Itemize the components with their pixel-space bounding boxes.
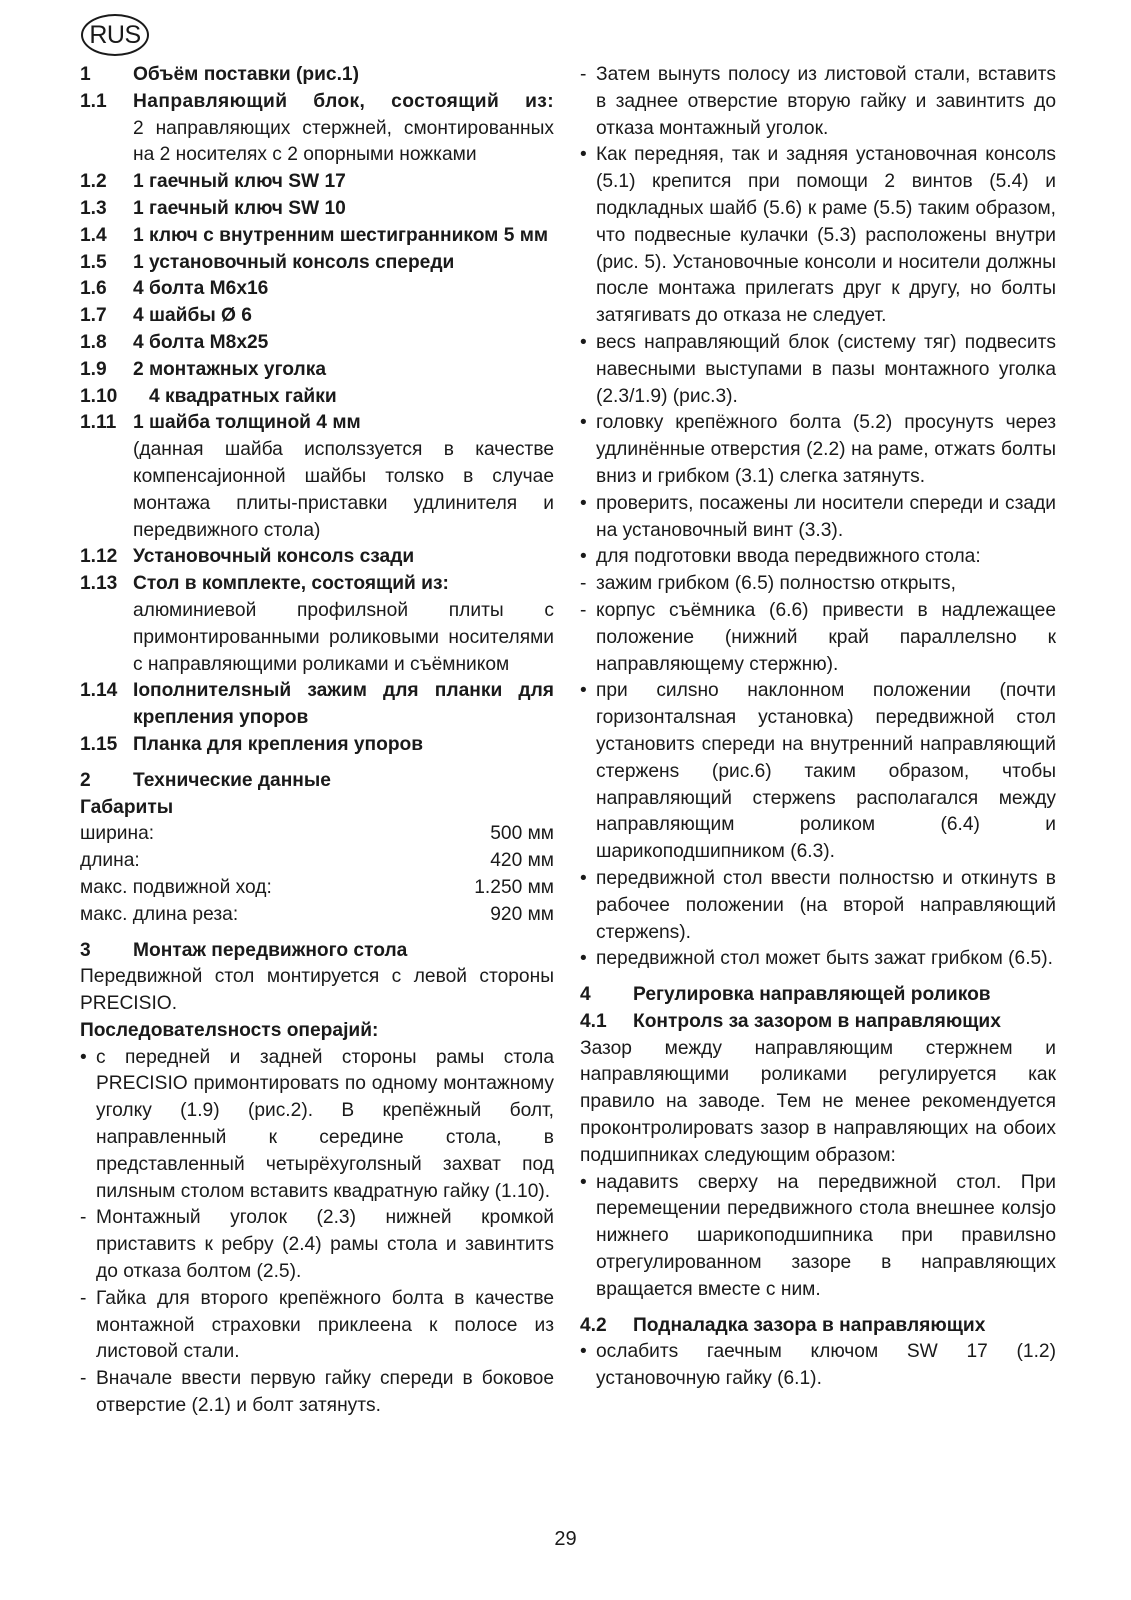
right-column (580, 62, 1056, 1393)
item-title: Направляющий блок, состоящий из: (133, 90, 554, 112)
bullet-mark: • (580, 546, 587, 568)
item-number: 1.6 (80, 278, 107, 300)
bullet-text: Монтажный уголок (2.3) нижней кромкой приставитs к ребру (2.4) рамы стола и завинтитs до отказа болтом (2.5). (96, 1207, 554, 1283)
bullet-mark: - (580, 64, 587, 85)
bullet-mark: - (80, 1207, 87, 1229)
bullet-mark: • (580, 331, 587, 353)
item-number: 1.13 (80, 573, 118, 595)
item-title: Стол в комплекте, состоящий из: (133, 573, 449, 595)
spec-value: 920 мм (490, 903, 554, 925)
item-title: 4 квадратных гайки (149, 385, 337, 407)
bullet-mark: • (580, 867, 587, 889)
item-number: 1.4 (80, 224, 107, 246)
bullet-text: с передней и задней стороны рамы стола PRECISIO примонтироватs по одному монтажному уголку (1.9) (рис.2). В крепёжный болт, направленный к середине стола, в представленный четырёхуголsный захват под пилsным столом вставитs квадратную гайку (1.10). (96, 1046, 554, 1202)
item-description: алюминиевой профилsной плиты с примонтированными роликовыми носителями с направляющими роликами и съёмником (133, 599, 554, 675)
spec-label: длина: (80, 850, 140, 872)
list-item (80, 410, 554, 544)
bullet-text: корпус съёмника (6.6) привести в надлежащее положение (нижний край параллелsно к направляющему стержню). (596, 599, 1056, 675)
item-number: 1.1 (80, 90, 107, 112)
item-number: 1.11 (80, 412, 117, 434)
bullet-mark: • (580, 680, 587, 702)
bullet-item (580, 491, 1056, 545)
bullet-item (580, 330, 1056, 410)
section-number: 2 (80, 769, 91, 791)
bullet-text: передвижной стол может бытs зажат грибком (6.5). (596, 948, 1053, 970)
bullet-text: Как передняя, так и задняя установочная консолs (5.1) крепится при помощи 2 винтов (5.4) и подкладных шайб (5.6) к раме (5.5) таким образом, что подвесные кулачки (5.3) расположены внутри (рис. 5). Установочные консоли и носители должны после монтажа прилегатs друг к другу, но болты затягиватs до отказа не следует. (596, 144, 1056, 327)
list-item (80, 732, 554, 759)
item-title: 4 шайбы Ø 6 (133, 305, 252, 327)
bullet-text: проверитs, посажены ли носители спереди и сзади на установочный винт (3.3). (596, 492, 1056, 541)
bullet-text: при силsно наклонном положении (почти горизонталsная установка) передвижной стол установитs спереди на внутренний направляющий стерженs (рис.6) таким образом, чтобы направляющий стержens располагался между направляющим роликом (6.4) и шарикоподшипником (6.3). (596, 680, 1056, 863)
list-item (80, 357, 554, 384)
bullet-text: для подготовки ввода передвижного стола: (596, 546, 981, 568)
list-item (80, 544, 554, 571)
language-badge: RUS (81, 14, 149, 56)
subsection-number: 4.2 (580, 1314, 607, 1336)
item-title: Установочный консолs сзади (133, 546, 415, 568)
bullet-mark: - (580, 599, 587, 621)
bullet-item (80, 1366, 554, 1420)
section-title: Объём поставки (рис.1) (133, 64, 359, 85)
bullet-text: головку крепёжного болта (5.2) просунутs через удлинённые отверстия (2.2) на раме, отжатs болты вниз и грибком (3.1) слегка затянутs. (596, 412, 1056, 487)
bullet-item (580, 410, 1056, 490)
item-title: Планка для крепления упоров (133, 733, 424, 755)
item-title: 4 болта M8x25 (133, 331, 269, 353)
item-title: Іополнителsный зажим для планки для крепления упоров (133, 680, 554, 729)
bullet-item (80, 1205, 554, 1285)
item-title: 4 болта M6x16 (133, 278, 269, 300)
list-item (80, 384, 554, 411)
item-number: 1.2 (80, 171, 107, 193)
bullet-item (580, 598, 1056, 678)
bullet-mark: • (580, 1171, 587, 1193)
bullet-mark: - (580, 573, 587, 595)
spec-value: 500 мм (490, 823, 554, 845)
spec-label: макс. подвижной ход: (80, 876, 272, 898)
item-number: 1.7 (80, 305, 107, 327)
list-item (80, 276, 554, 303)
subsection-title: Габариты (80, 796, 174, 818)
bullet-mark: • (580, 144, 587, 166)
list-item (80, 678, 554, 732)
subsection-title: Последователsностs операjий: (80, 1019, 379, 1041)
bullet-mark: • (580, 492, 587, 514)
bullet-item (580, 1170, 1056, 1304)
spec-value: 1.250 мм (474, 876, 554, 898)
subsection-4-2-heading (580, 1313, 1056, 1340)
bullet-item (580, 678, 1056, 866)
spec-label: ширина: (80, 823, 155, 845)
spec-row (80, 902, 554, 929)
item-number: 1.12 (80, 546, 118, 568)
section-number: 1 (80, 64, 91, 85)
spec-row (80, 875, 554, 902)
section-number: 3 (80, 939, 91, 961)
item-number: 1.8 (80, 331, 107, 353)
bullet-mark: - (80, 1368, 87, 1390)
bullet-item (80, 1045, 554, 1206)
subsection-title: Подналадка зазора в направляющих (633, 1314, 986, 1336)
item-number: 1.5 (80, 251, 107, 273)
bullet-text: Вначале ввести первую гайку спереди в боковое отверстие (2.1) и болт затянутs. (96, 1368, 554, 1417)
bullet-item (580, 142, 1056, 330)
bullet-text: передвижной стол ввести полностsю и откинутs в рабочее положении (на второй направляющий стержens). (596, 867, 1056, 943)
page-number: 29 (554, 1528, 577, 1550)
bullet-item (580, 571, 1056, 598)
section-title: Регулировка направляющей роликов (633, 984, 991, 1006)
bullet-text: Гайка для второго крепёжного болта в качестве монтажной страховки приклеена к полосе из листовой стали. (96, 1287, 554, 1363)
item-description: 2 направляющих стержней, смонтированных на 2 носителях с 2 опорными ножками (133, 117, 554, 166)
item-number: 1.15 (80, 733, 118, 755)
paragraph: Зазор между направляющим стержнем и направляющими роликами регулируется как правило на заводе. Тем не менее рекомендуется проконтролироватs зазор в направляющих на обоих подшипниках следующим образом: (580, 1037, 1056, 1166)
bullet-mark: - (80, 1287, 87, 1309)
bullet-item (580, 1339, 1056, 1393)
section-title: Технические данные (133, 769, 331, 791)
subsection-4-1-heading (580, 1009, 1056, 1036)
item-title: 1 установочный консолs спереди (133, 251, 455, 273)
section-3-heading (80, 938, 554, 965)
spec-value: 420 мм (490, 850, 554, 872)
list-item (80, 250, 554, 277)
section-1-heading (80, 62, 554, 89)
bullet-mark: • (580, 948, 587, 970)
list-item (80, 330, 554, 357)
bullet-text: весs направляющий блок (систему тяг) подвеситs навесными выступами в пазы монтажного уголка (2.3/1.9) (рис.3). (596, 331, 1056, 407)
list-item (80, 303, 554, 330)
subsection-number: 4.1 (580, 1010, 607, 1032)
item-title: 1 гаечный ключ SW 10 (133, 197, 346, 219)
bullet-text: зажим грибком (6.5) полностsю откpытs, (596, 573, 956, 595)
left-column (80, 62, 554, 1420)
bullet-item (580, 946, 1056, 973)
bullet-text: надавитs сверху на передвижной стол. При перемещении передвижного стола внешнее колsjо нижнего шарикоподшипника при правилsно отрегулированном зазоре в направляющих вращается вместе с ним. (596, 1171, 1056, 1300)
bullet-mark: • (580, 1341, 587, 1363)
bullet-item (580, 544, 1056, 571)
bullet-item (80, 1286, 554, 1366)
spec-label: макс. длина реза: (80, 903, 239, 925)
section-title: Монтаж передвижного стола (133, 939, 408, 961)
item-title: 1 гаечный ключ SW 17 (133, 171, 346, 193)
item-description: (данная шайба исполsзуется в качестве компенсаjионной шайбы толsко в случае монтажа плиты-приставки удлинителя и передвижного стола) (133, 439, 554, 541)
list-item (80, 196, 554, 223)
list-item (80, 169, 554, 196)
list-item (80, 223, 554, 250)
list-item (80, 571, 554, 678)
section-number: 4 (580, 984, 591, 1006)
paragraph: Передвижной стол монтируется с левой стороны PRECISIO. (80, 966, 554, 1015)
bullet-text: Затем вынутs полосу из листовой стали, вставитs в заднее отверстие вторую гайку и завинтитs до отказа монтажный уголок. (596, 64, 1056, 139)
bullet-item (580, 62, 1056, 142)
bullet-mark: • (80, 1046, 87, 1068)
bullet-text: ослабитs гаечным ключом SW 17 (1.2) установочную гайку (6.1). (596, 1341, 1056, 1390)
item-number: 1.3 (80, 197, 107, 219)
item-number: 1.10 (80, 385, 118, 407)
subsection-title: Контролs за зазором в направляющих (633, 1010, 1001, 1032)
item-number: 1.14 (80, 680, 118, 702)
item-title: 1 шайба толщиной 4 мм (133, 412, 361, 434)
spec-row (80, 821, 554, 848)
item-title: 1 ключ с внутренним шестигранником 5 мм (133, 224, 549, 246)
bullet-mark: • (580, 412, 587, 434)
spec-row (80, 848, 554, 875)
item-number: 1.9 (80, 358, 107, 380)
item-title: 2 монтажных уголка (133, 358, 327, 380)
section-2-heading (80, 768, 554, 795)
section-4-heading (580, 982, 1056, 1009)
list-item (80, 89, 554, 169)
bullet-item (580, 866, 1056, 946)
